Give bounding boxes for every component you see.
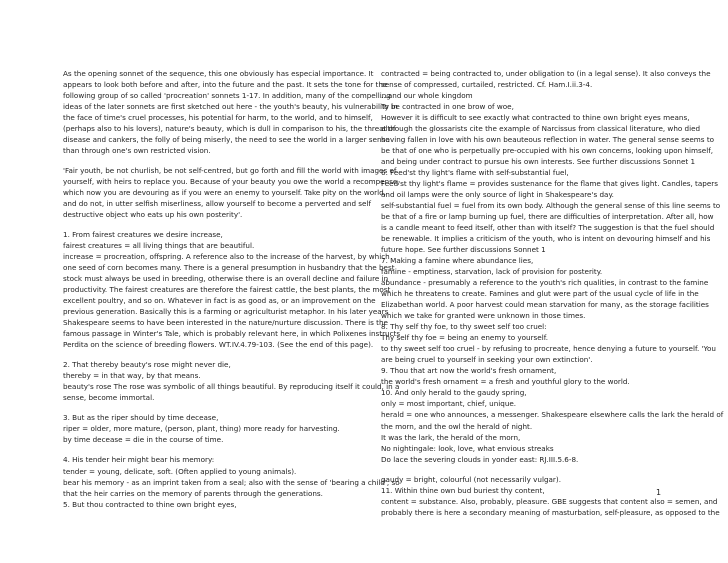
text-line: riper = older, more mature, (person, plant, thing) more ready for harvesting. bbox=[63, 424, 340, 434]
text-line: although the glossarists cite the example of Narcissus from classical literature, who died bbox=[381, 124, 701, 134]
text-line: be that of a fire or lamp burning up fuel, there are difficulties of interpretation. After all, how bbox=[381, 212, 714, 222]
text-line: Do lace the severing clouds in yonder east: RJ.III.5.6-8. bbox=[381, 454, 579, 464]
text-line: appears to look both before and after, into the future and the past. It sets the tone for the bbox=[63, 80, 388, 90]
text-line: only = most important, chief, unique. bbox=[381, 399, 517, 409]
text-line: to thy sweet self too cruel - by refusing to procreate, hence denying a future to yourself. 'You bbox=[381, 344, 716, 354]
text-line: fairest creatures = all living things that are beautiful. bbox=[63, 241, 255, 251]
left-column bbox=[63, 68, 401, 510]
text-line: 11. Within thine own bud buriest thy content, bbox=[381, 485, 545, 495]
text-line: following group of so called 'procreation' sonnets 1-17. In addition, many of the compelling bbox=[63, 91, 391, 101]
text-line: and being under contract to pursue his own interests. See further discussions Sonnet 1 bbox=[381, 157, 696, 167]
text-line: yourself, with heirs to replace you. Because of your beauty you owe the world a recompense, bbox=[63, 177, 400, 187]
text-line: productivity. The fairest creatures are therefore the fairest cattle, the best plants, the most bbox=[63, 285, 391, 295]
text-line: which he threatens to create. Famines and glut were part of the usual cycle of life in the bbox=[381, 289, 699, 299]
text-line: be that of one who is perpetually pre-occupied with his own concerns, looking upon himself, bbox=[381, 146, 714, 156]
text-line: that the heir carries on the memory of parents through the generations. bbox=[63, 488, 323, 498]
text-line: 3. But as the riper should by time decease, bbox=[63, 413, 219, 423]
paragraph-gap bbox=[63, 220, 363, 229]
text-line: (perhaps also to his lovers), nature's beauty, which is dull in comparison to his, the threat of bbox=[63, 124, 396, 134]
text-line: No nightingale: look, love, what envious streaks bbox=[381, 443, 554, 453]
text-line: which now you are devouring as if you were an enemy to yourself. Take pity on the world, bbox=[63, 188, 386, 198]
text-line: than through one's own restricted vision. bbox=[63, 146, 211, 156]
text-line: thereby = in that way, by that means. bbox=[63, 371, 201, 381]
text-line: tender = young, delicate, soft. (Often applied to young animals). bbox=[63, 466, 297, 476]
text-line: sense of compressed, curtailed, restricted. Cf. Ham.I.ii.3-4. bbox=[381, 80, 593, 90]
page-number: 1 bbox=[656, 488, 662, 497]
text-line: beauty's rose The rose was symbolic of all things beautiful. By reproducing itself it could, in a bbox=[63, 382, 400, 392]
text-line: 8. Thy self thy foe, to thy sweet self too cruel: bbox=[381, 322, 547, 332]
text-line: Thy self thy foe = being an enemy to yourself. bbox=[381, 333, 548, 343]
text-line: probably there is here a secondary meaning of masturbation, self-pleasure, as opposed to the bbox=[381, 507, 720, 517]
text-line: self-substantial fuel = fuel from its own body. Although the general sense of this line seems to bbox=[381, 201, 721, 211]
text-line: As the opening sonnet of the sequence, this one obviously has especial importance. It bbox=[63, 69, 374, 78]
paragraph bbox=[63, 412, 363, 445]
text-line: gaudy = bright, colourful (not necessarily vulgar). bbox=[381, 474, 561, 484]
text-line: famous passage in Winter's Tale, which is probably relevant here, in which Polixenes instructs bbox=[63, 329, 401, 339]
text-line: It was the lark, the herald of the morn, bbox=[381, 432, 521, 442]
paragraph-gap bbox=[63, 156, 363, 165]
text-line: the morn, and the owl the herald of night. bbox=[381, 421, 533, 431]
text-line: bear his memory - as an imprint taken from a seal; also with the sense of 'bearing a child', so bbox=[63, 477, 400, 487]
text-line: 2. That thereby beauty's rose might never die, bbox=[63, 360, 231, 370]
text-line: and oil lamps were the only source of light in Shakespeare's day. bbox=[381, 190, 614, 200]
text-line: the world's fresh ornament = a fresh and youthful glory to the world. bbox=[381, 377, 630, 387]
text-line: by time decease = die in the course of time. bbox=[63, 435, 224, 445]
text-line: excellent poultry, and so on. Whatever in fact is as good as, or an improvement on the bbox=[63, 296, 376, 306]
text-line: 4. His tender heir might bear his memory: bbox=[63, 455, 215, 465]
paragraph bbox=[381, 68, 724, 465]
text-line: previous generation. Basically this is a farming or agriculturist metaphor. In his later years bbox=[63, 307, 389, 317]
paragraph bbox=[63, 454, 400, 509]
text-line: sense, become immortal. bbox=[63, 393, 155, 403]
text-line: destructive object who eats up his own posterity'. bbox=[63, 210, 243, 220]
text-line: content = substance. Also, probably, pleasure. GBE suggests that content also = semen, and bbox=[381, 496, 718, 506]
text-line: 1. From fairest creatures we desire increase, bbox=[63, 230, 223, 240]
paragraph bbox=[63, 359, 400, 403]
text-line: 6. Feed'st thy light's flame with self-substantial fuel, bbox=[381, 168, 569, 178]
text-line: be renewable. It implies a criticism of the youth, who is intent on devouring himself and his bbox=[381, 234, 711, 244]
text-line: disease and cankers, the folly of being miserly, the need to see the world in a larger sense bbox=[63, 135, 390, 145]
text-line: Shakespeare seems to have been interested in the nature/nurture discussion. There is the bbox=[63, 318, 388, 328]
text-line: one seed of corn becomes many. There is a general presumption in husbandry that the best bbox=[63, 263, 395, 273]
paragraph-gap bbox=[63, 403, 363, 412]
text-line: and do not, in utter selfish miserliness, allow yourself to become a perverted and self bbox=[63, 199, 371, 209]
text-line: stock must always be used in breeding, otherwise there is an overall decline and failure in bbox=[63, 274, 389, 284]
text-line: having fallen in love with his own beauteous reflection in water. The general sense seems to bbox=[381, 135, 715, 145]
text-line: However it is difficult to see exactly what contracted to thine own bright eyes means, bbox=[381, 113, 690, 123]
text-line: To be contracted in one brow of woe, bbox=[381, 102, 514, 112]
paragraph-gap bbox=[63, 350, 363, 359]
text-line: 5. But thou contracted to thine own bright eyes, bbox=[63, 499, 237, 509]
paragraph bbox=[63, 68, 398, 156]
paragraph bbox=[63, 229, 401, 350]
text-line: which we take for granted were unknown in those times. bbox=[381, 311, 586, 321]
paragraph-gap bbox=[63, 445, 363, 454]
text-line: Elizabethan world. A poor harvest could mean starvation for many, as the storage facilities bbox=[381, 300, 709, 310]
text-line: 10. And only herald to the gaudy spring, bbox=[381, 388, 527, 398]
text-line: ...and our whole kingdom bbox=[381, 91, 473, 101]
text-line: ideas of the later sonnets are first sketched out here - the youth's beauty, his vulnerability in bbox=[63, 102, 398, 112]
text-line: herald = one who announces, a messenger. Shakespeare elsewhere calls the lark the herald of bbox=[381, 410, 724, 420]
paragraph-gap bbox=[381, 465, 687, 474]
text-line: contracted = being contracted to, under obligation to (in a legal sense). It also conveys the bbox=[381, 69, 711, 78]
text-line: 'Fair youth, be not churlish, be not self-centred, but go forth and fill the world with images of bbox=[63, 166, 397, 176]
text-line: famine - emptiness, starvation, lack of provision for posterity. bbox=[381, 267, 603, 277]
right-column bbox=[381, 68, 724, 518]
text-line: the face of time's cruel processes, his potential for harm, to the world, and to himself, bbox=[63, 113, 373, 123]
text-line: are being cruel to yourself in seeking your own extinction'. bbox=[381, 355, 593, 365]
paragraph bbox=[63, 165, 400, 220]
paragraph bbox=[381, 474, 720, 518]
text-line: is a candle meant to feed itself, other than with itself? The suggestion is that the fuel should bbox=[381, 223, 715, 233]
text-line: increase = procreation, offspring. A reference also to the increase of the harvest, by which bbox=[63, 252, 390, 262]
text-line: 9. Thou that art now the world's fresh ornament, bbox=[381, 366, 557, 376]
text-line: future hope. See further discussions Sonnet 1 bbox=[381, 245, 546, 255]
text-line: 7. Making a famine where abundance lies, bbox=[381, 256, 534, 266]
text-line: abundance - presumably a reference to the youth's rich qualities, in contrast to the famine bbox=[381, 278, 709, 288]
text-line: Perdita on the science of breeding flowers. WT.IV.4.79-103. (See the end of this page). bbox=[63, 340, 374, 350]
text-line: Feed'st thy light's flame = provides sustenance for the flame that gives light. Candles, tapers bbox=[381, 179, 718, 189]
